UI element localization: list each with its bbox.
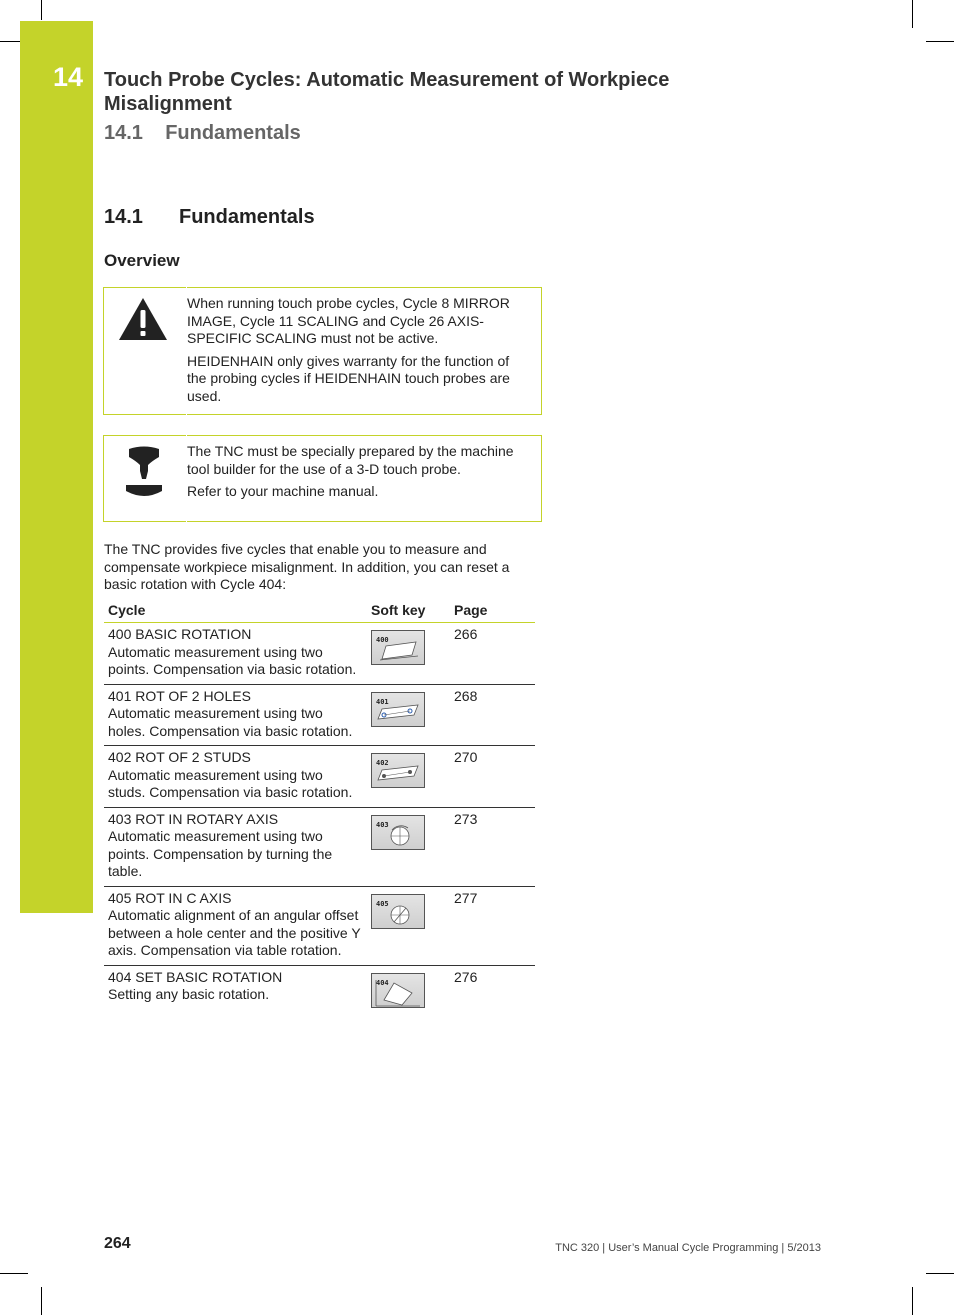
page-ref: 276 (454, 968, 478, 985)
running-subtitle-number: 14.1 (104, 122, 143, 144)
cycle-name: 404 SET BASIC ROTATION (108, 968, 283, 985)
page-ref: 268 (450, 684, 535, 746)
note-paragraph: The TNC must be specially prepared by the machine tool builder for the use of a 3-D touch probe. (187, 443, 514, 477)
section-number: 14.1 (104, 206, 143, 228)
cycle-description: Automatic alignment of an angular offset between a hole center and the positive Y axis. Compensation via table rotation. (108, 907, 361, 958)
crop-mark (912, 1287, 913, 1315)
section-heading (104, 206, 315, 229)
page-ref: 266 (450, 623, 535, 685)
crop-mark (0, 41, 20, 42)
table-row (104, 965, 535, 1013)
page-ref: 277 (450, 886, 535, 965)
cycle-description: Automatic measurement using two holes. Compensation via basic rotation. (108, 705, 353, 739)
cycle-name: 402 ROT OF 2 STUDS (108, 749, 251, 765)
column-header-page: Page (450, 600, 535, 623)
table-row (104, 623, 535, 685)
page-ref: 270 (450, 746, 535, 808)
machine-text (187, 443, 532, 506)
table-row (104, 807, 535, 886)
warning-text (187, 295, 532, 410)
overview-heading: Overview (104, 251, 180, 270)
crop-mark (926, 41, 954, 42)
table-row (104, 746, 535, 808)
table-row (104, 684, 535, 746)
running-subtitle-label: Fundamentals (165, 122, 301, 144)
intro-paragraph: The TNC provides five cycles that enable you to measure and compensate workpiece misalignment. In addition, you can reset a basic rotation with Cycle 404: (104, 541, 510, 592)
warning-note (103, 287, 542, 415)
cycle-description: Automatic measurement using two points. Compensation by turning the table. (108, 828, 333, 879)
softkey-402[interactable] (371, 753, 425, 788)
table-row (104, 886, 535, 965)
note-paragraph: Refer to your machine manual. (187, 483, 379, 499)
section-title: Fundamentals (179, 206, 315, 228)
softkey-label: 405 (376, 899, 389, 908)
running-subtitle (104, 122, 301, 145)
softkey-label: 401 (376, 697, 389, 706)
cycle-description: Setting any basic rotation. (108, 986, 270, 1002)
column-header-softkey: Soft key (367, 600, 450, 623)
cycles-table (104, 600, 535, 1013)
page-number: 264 (104, 1235, 131, 1252)
chapter-tab (20, 21, 93, 913)
cycle-name: 400 BASIC ROTATION (108, 626, 252, 642)
softkey-405[interactable] (371, 894, 425, 929)
softkey-label: 402 (376, 759, 389, 767)
page-footer: TNC 320 | User’s Manual Cycle Programming | 5/2013 (555, 1242, 821, 1254)
softkey-400[interactable] (371, 630, 425, 665)
crop-mark (912, 0, 913, 28)
softkey-label: 404 (376, 978, 389, 987)
machine-icon (124, 445, 164, 506)
cycle-description: Automatic measurement using two studs. Compensation via basic rotation. (108, 766, 353, 800)
chapter-title: Touch Probe Cycles: Automatic Measurement of Workpiece Misalignment (104, 69, 670, 115)
note-paragraph: When running touch probe cycles, Cycle 8 MIRROR IMAGE, Cycle 11 SCALING and Cycle 26 AXIS-SPECIFIC SCALING must not be active. (187, 295, 510, 346)
cycle-name: 401 ROT OF 2 HOLES (108, 687, 251, 704)
cycle-name: 405 ROT IN C AXIS (108, 889, 232, 906)
cycle-name: 403 ROT IN ROTARY AXIS (108, 810, 279, 827)
crop-mark (41, 0, 42, 20)
softkey-403[interactable] (371, 815, 425, 850)
note-paragraph: HEIDENHAIN only gives warranty for the function of the probing cycles if HEIDENHAIN touch probes are used. (187, 352, 510, 404)
column-header-cycle: Cycle (104, 600, 367, 623)
cycle-description: Automatic measurement using two points. Compensation via basic rotation. (108, 643, 357, 677)
crop-mark (0, 1273, 28, 1274)
machine-note (103, 435, 542, 522)
softkey-label: 403 (376, 820, 389, 829)
softkey-label: 400 (376, 636, 389, 644)
crop-mark (926, 1273, 954, 1274)
crop-mark (41, 1287, 42, 1315)
page-ref: 273 (450, 807, 535, 886)
softkey-401[interactable] (371, 692, 425, 727)
softkey-404[interactable] (371, 973, 425, 1008)
warning-icon (118, 297, 168, 346)
chapter-number: 14 (53, 62, 84, 92)
